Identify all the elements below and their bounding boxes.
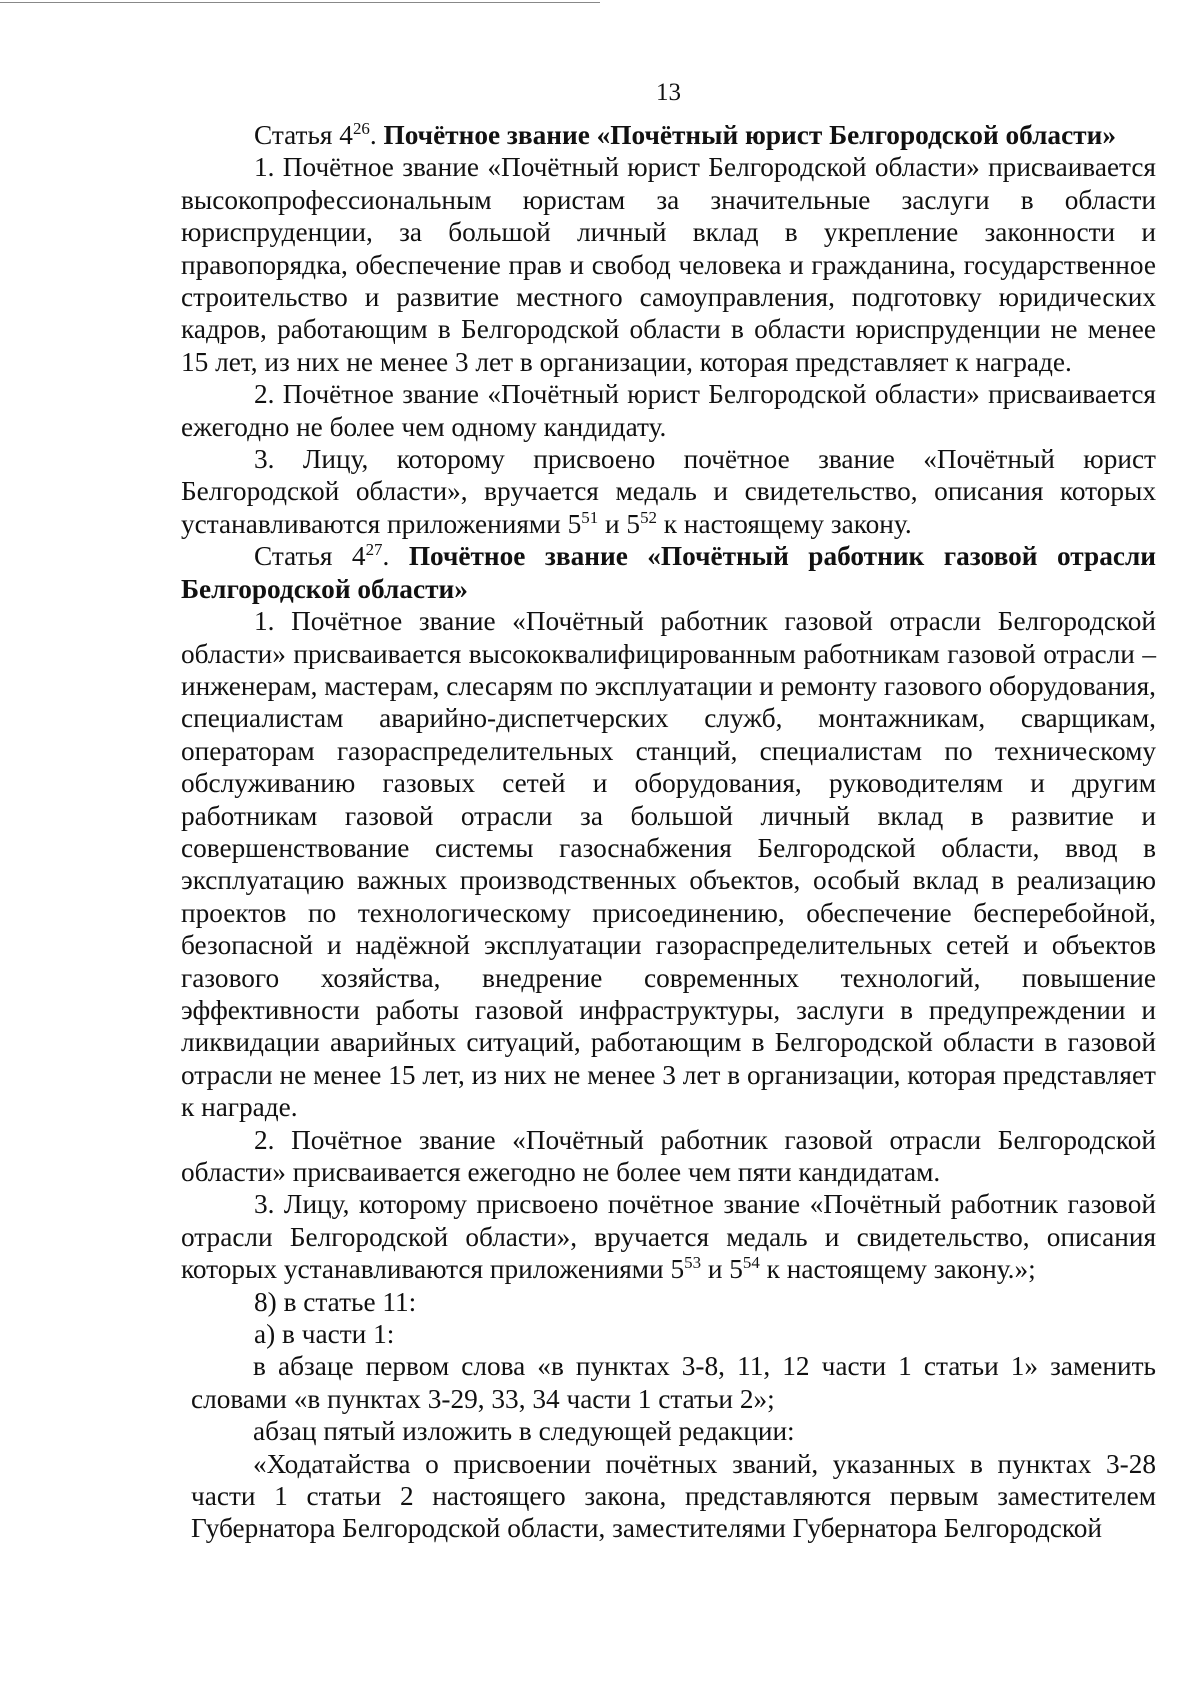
page-number: 13 [656, 79, 681, 106]
amendment-8: 8) в статье 11: [254, 1286, 417, 1317]
article-4-27-title: Почётное звание «Почётный работник газовой отрасли Белгородской области» [181, 541, 1156, 604]
article-4-26-part-2: 2. Почётное звание «Почётный юрист Белгородской области» присваивается ежегодно не более чем одному кандидату. [181, 379, 1156, 442]
amendment-first-paragraph: в абзаце первом слова «в пунктах 3-8, 11, 12 части 1 статьи 1» заменить словами «в пунктах 3-29, 33, 34 части 1 статьи 2»; [191, 1351, 1156, 1414]
article-4-27-heading: Статья $4^{27}$. Почётное звание «Почётный работник газовой отрасли Белгородской области» [181, 540, 1156, 604]
amendment-fifth-paragraph: абзац пятый изложить в следующей редакции: [253, 1416, 795, 1447]
article-4-27-part-2: 2. Почётное звание «Почётный работник газовой отрасли Белгородской области» присваивается ежегодно не более чем пяти кандидатам. [181, 1124, 1156, 1187]
quoted-new-text: «Ходатайства о присвоении почётных званий, указанных в пунктах 3-28 части 1 статьи 2 настоящего закона, представляются первым заместителем Губернатора Белгородской области, заместителями Губернатора Белгородской [191, 1448, 1156, 1544]
article-4-26-heading: Статья $4^{26}$. Почётное звание «Почётный юрист Белгородской области» [254, 118, 1116, 150]
article-4-27-part-3: 3. Лицу, которому присвоено почётное звание «Почётный работник газовой отрасли Белгородской области», вручается медаль и свидетельство, описания которых устанавливаются приложениями $5^{53}$ и $5^{54}$ к настоящему закону.»; [181, 1189, 1156, 1285]
article-4-26-title: Почётное звание «Почётный юрист Белгородской области» [383, 120, 1116, 150]
article-4-27-part-1: 1. Почётное звание «Почётный работник газовой отрасли Белгородской области» присваивается высококвалифицированным работникам газовой отрасли – инженерам, мастерам, слесарям по эксплуатации и ремонту газового оборудования, специалистам аварийно-диспетчерских служб, монтажникам, сварщикам, операторам газораспределительных станций, специалистам по техническому обслуживанию газовых сетей и оборудования, руководителям и другим работникам газовой отрасли за большой личный вклад в развитие и совершенствование системы газоснабжения Белгородской области, ввод в эксплуатацию важных производственных объектов, особый вклад в реализацию проектов по технологическому присоединению, обеспечение бесперебойной, безопасной и надёжной эксплуатации газораспределительных сетей и объектов газового хозяйства, внедрение современных технологий, повышение эффективности работы газовой инфраструктуры, заслуги в предупреждении и ликвидации аварийных ситуаций, работающим в Белгородской области в газовой отрасли не менее 15 лет, из них не менее 3 лет в организации, которая представляет к награде. [181, 606, 1157, 1123]
article-4-26-part-1: 1. Почётное звание «Почётный юрист Белгородской области» присваивается высокопрофессиональным юристам за значительные заслуги в области юриспруденции, за большой личный вклад в укрепление законности и правопорядка, обеспечение прав и свобод человека и гражданина, государственное строительство и развитие местного самоуправления, подготовку юридических кадров, работающим в Белгородской области в области юриспруденции не менее 15 лет, из них не менее 3 лет в организации, которая представляет к награде. [181, 152, 1156, 377]
document-body [181, 119, 1156, 1545]
amendment-8a: а) в части 1: [254, 1319, 395, 1350]
article-4-26-part-3: 3. Лицу, которому присвоено почётное звание «Почётный юрист Белгородской области», вручается медаль и свидетельство, описания которых устанавливаются приложениями $5^{51}$ и $5^{52}$ к настоящему закону. [181, 444, 1156, 539]
scan-edge-line [0, 2, 600, 3]
